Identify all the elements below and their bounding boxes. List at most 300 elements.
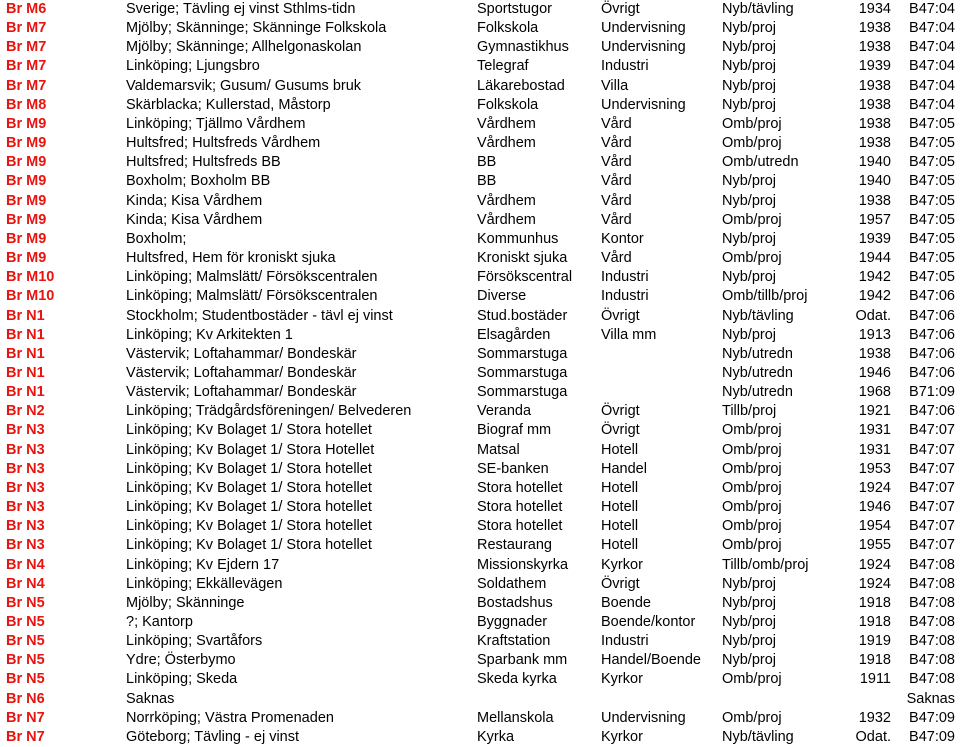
- cell-shelf-id: Br M9: [6, 211, 47, 228]
- cell-shelf-id: Br N3: [6, 479, 45, 496]
- table-row: [0, 153, 960, 172]
- cell-year: 1968: [858, 384, 891, 401]
- cell-year: 1913: [858, 326, 891, 343]
- cell-shelf-id: Br M9: [6, 173, 47, 190]
- cell-place-name: Hultsfred, Hem för kroniskt sjuka: [126, 250, 336, 267]
- cell-work-type: Omb/proj: [722, 135, 782, 152]
- cell-year: 1946: [858, 364, 891, 381]
- cell-category: Vård: [601, 250, 632, 267]
- cell-year: 1957: [858, 211, 891, 228]
- table-row: [0, 575, 960, 594]
- cell-year: 1954: [858, 518, 891, 535]
- cell-shelf-id: Br M7: [6, 77, 47, 94]
- cell-archive-ref: B47:07: [909, 441, 955, 458]
- cell-building-type: Läkarebostad: [477, 77, 565, 94]
- table-row: [0, 536, 960, 555]
- table-row: [0, 57, 960, 76]
- cell-archive-ref: B47:06: [909, 403, 955, 420]
- cell-year: 1939: [858, 230, 891, 247]
- cell-place-name: Linköping; Ekkällevägen: [126, 575, 283, 592]
- cell-category: Kyrkor: [601, 556, 643, 573]
- cell-place-name: Linköping; Skeda: [126, 671, 238, 688]
- cell-archive-ref: B47:04: [909, 1, 955, 17]
- cell-work-type: Omb/proj: [722, 537, 782, 554]
- cell-building-type: Diverse: [477, 288, 527, 305]
- cell-building-type: Sommarstuga: [477, 384, 568, 401]
- cell-year: 1938: [858, 77, 891, 94]
- cell-building-type: Sommarstuga: [477, 364, 568, 381]
- cell-category: Handel/Boende: [601, 652, 701, 669]
- table-row: [0, 594, 960, 613]
- cell-place-name: Linköping; Kv Bolaget 1/ Stora Hotellet: [126, 441, 375, 458]
- cell-building-type: Biograf mm: [477, 422, 552, 439]
- cell-building-type: Stora hotellet: [477, 479, 563, 496]
- cell-work-type: Omb/proj: [722, 250, 782, 267]
- cell-place-name: Norrköping; Västra Promenaden: [126, 709, 334, 726]
- table-row: [0, 517, 960, 536]
- cell-work-type: Omb/proj: [722, 518, 782, 535]
- cell-archive-ref: B47:05: [909, 115, 955, 132]
- cell-work-type: Nyb/proj: [722, 652, 776, 669]
- cell-year: 1918: [858, 652, 891, 669]
- cell-archive-ref: B47:04: [909, 96, 955, 113]
- cell-year: 1924: [858, 575, 891, 592]
- table-row: [0, 728, 960, 747]
- cell-work-type: Nyb/utredn: [722, 345, 793, 362]
- cell-archive-ref: B71:09: [909, 384, 955, 401]
- cell-category: Hotell: [601, 518, 639, 535]
- cell-work-type: Omb/proj: [722, 211, 782, 228]
- cell-place-name: Linköping; Kv Bolaget 1/ Stora hotellet: [126, 479, 372, 496]
- cell-work-type: Nyb/proj: [722, 173, 776, 190]
- cell-place-name: Kinda; Kisa Vårdhem: [126, 211, 263, 228]
- cell-place-name: Linköping; Kv Bolaget 1/ Stora hotellet: [126, 499, 372, 516]
- table-row: [0, 690, 960, 709]
- cell-shelf-id: Br N6: [6, 690, 45, 707]
- cell-year: Odat.: [855, 307, 891, 324]
- table-row: [0, 134, 960, 153]
- table-row: [0, 287, 960, 306]
- cell-category: Kontor: [601, 230, 644, 247]
- cell-work-type: Nyb/proj: [722, 39, 776, 56]
- cell-building-type: Folkskola: [477, 96, 539, 113]
- cell-year: 1921: [858, 403, 891, 420]
- cell-building-type: Sportstugor: [477, 1, 552, 17]
- cell-building-type: Elsagården: [477, 326, 551, 343]
- cell-shelf-id: Br M9: [6, 192, 47, 209]
- cell-category: Övrigt: [601, 422, 640, 439]
- cell-shelf-id: Br N1: [6, 345, 45, 362]
- cell-place-name: Linköping; Malmslätt/ Försökscentralen: [126, 288, 378, 305]
- cell-shelf-id: Br N1: [6, 384, 45, 401]
- cell-archive-ref: B47:07: [909, 422, 955, 439]
- cell-building-type: SE-banken: [477, 460, 549, 477]
- cell-year: 1931: [858, 441, 891, 458]
- cell-year: 1938: [858, 115, 891, 132]
- cell-year: 1924: [858, 556, 891, 573]
- cell-work-type: Nyb/tävling: [722, 307, 794, 324]
- cell-building-type: Matsal: [477, 441, 520, 458]
- cell-shelf-id: Br M9: [6, 115, 47, 132]
- cell-place-name: Mjölby; Skänninge; Allhelgonaskolan: [126, 39, 362, 56]
- cell-category: Övrigt: [601, 403, 640, 420]
- cell-category: Undervisning: [601, 709, 686, 726]
- cell-shelf-id: Br N1: [6, 326, 45, 343]
- cell-building-type: Folkskola: [477, 20, 539, 37]
- cell-work-type: Nyb/proj: [722, 326, 776, 343]
- cell-work-type: Tillb/omb/proj: [722, 556, 809, 573]
- cell-building-type: Gymnastikhus: [477, 39, 569, 56]
- cell-building-type: Kroniskt sjuka: [477, 250, 568, 267]
- cell-year: 1938: [858, 345, 891, 362]
- table-row: [0, 498, 960, 517]
- cell-shelf-id: Br N4: [6, 575, 45, 592]
- cell-archive-ref: B47:07: [909, 479, 955, 496]
- cell-archive-ref: B47:04: [909, 20, 955, 37]
- cell-place-name: Mjölby; Skänninge: [126, 594, 245, 611]
- cell-building-type: Missionskyrka: [477, 556, 569, 573]
- cell-archive-ref: B47:05: [909, 173, 955, 190]
- table-row: [0, 192, 960, 211]
- cell-shelf-id: Br N3: [6, 537, 45, 554]
- cell-category: Industri: [601, 633, 649, 650]
- cell-work-type: Nyb/proj: [722, 58, 776, 75]
- cell-category: Kyrkor: [601, 671, 643, 688]
- cell-shelf-id: Br M9: [6, 135, 47, 152]
- cell-place-name: ?; Kantorp: [126, 614, 193, 630]
- cell-year: 1940: [858, 173, 891, 190]
- cell-category: Industri: [601, 58, 649, 75]
- cell-work-type: Nyb/proj: [722, 614, 776, 630]
- cell-place-name: Linköping; Kv Bolaget 1/ Stora hotellet: [126, 422, 372, 439]
- cell-category: Kyrkor: [601, 728, 643, 745]
- cell-archive-ref: B47:05: [909, 250, 955, 267]
- cell-building-type: Vårdhem: [477, 211, 536, 228]
- cell-building-type: Skeda kyrka: [477, 671, 557, 688]
- cell-building-type: BB: [477, 154, 497, 171]
- cell-archive-ref: B47:08: [909, 671, 955, 688]
- cell-place-name: Stockholm; Studentbostäder - tävl ej vinst: [126, 307, 393, 324]
- cell-shelf-id: Br N7: [6, 728, 45, 745]
- table-row: [0, 96, 960, 115]
- cell-work-type: Nyb/utredn: [722, 384, 793, 401]
- cell-archive-ref: B47:05: [909, 230, 955, 247]
- cell-category: Handel: [601, 460, 647, 477]
- cell-year: 1940: [858, 154, 891, 171]
- cell-archive-ref: B47:08: [909, 614, 955, 630]
- cell-year: 1938: [858, 39, 891, 56]
- cell-shelf-id: Br M7: [6, 58, 47, 75]
- cell-category: Villa: [601, 77, 629, 94]
- cell-archive-ref: B47:04: [909, 58, 955, 75]
- cell-place-name: Sverige; Tävling ej vinst Sthlms-tidn: [126, 1, 356, 17]
- cell-shelf-id: Br M8: [6, 96, 47, 113]
- cell-shelf-id: Br N3: [6, 441, 45, 458]
- cell-shelf-id: Br N4: [6, 556, 45, 573]
- cell-shelf-id: Br N1: [6, 364, 45, 381]
- table-row: [0, 709, 960, 728]
- cell-place-name: Linköping; Kv Arkitekten 1: [126, 326, 293, 343]
- cell-year: 1946: [858, 499, 891, 516]
- cell-archive-ref: B47:06: [909, 364, 955, 381]
- cell-category: Vård: [601, 135, 632, 152]
- cell-building-type: Kraftstation: [477, 633, 551, 650]
- cell-work-type: Nyb/tävling: [722, 728, 794, 745]
- table-row: [0, 632, 960, 651]
- cell-work-type: Omb/proj: [722, 422, 782, 439]
- cell-category: Hotell: [601, 537, 639, 554]
- cell-shelf-id: Br N3: [6, 518, 45, 535]
- cell-shelf-id: Br M7: [6, 20, 47, 37]
- cell-category: Övrigt: [601, 307, 640, 324]
- cell-building-type: Vårdhem: [477, 135, 536, 152]
- cell-work-type: Omb/proj: [722, 441, 782, 458]
- cell-building-type: Restaurang: [477, 537, 552, 554]
- cell-shelf-id: Br M9: [6, 250, 47, 267]
- cell-place-name: Västervik; Loftahammar/ Bondeskär: [126, 384, 357, 401]
- cell-shelf-id: Br N3: [6, 422, 45, 439]
- cell-place-name: Linköping; Kv Ejdern 17: [126, 556, 280, 573]
- cell-work-type: Omb/proj: [722, 709, 782, 726]
- cell-archive-ref: B47:06: [909, 288, 955, 305]
- cell-building-type: Telegraf: [477, 58, 529, 75]
- cell-building-type: Soldathem: [477, 575, 547, 592]
- cell-building-type: Stora hotellet: [477, 499, 563, 516]
- cell-category: Boende: [601, 594, 651, 611]
- cell-year: 1938: [858, 135, 891, 152]
- cell-shelf-id: Br N5: [6, 671, 45, 688]
- cell-year: 1938: [858, 20, 891, 37]
- cell-work-type: Nyb/proj: [722, 269, 776, 286]
- cell-building-type: Sparbank mm: [477, 652, 568, 669]
- cell-category: Undervisning: [601, 39, 686, 56]
- cell-year: 1953: [858, 460, 891, 477]
- table-row: [0, 268, 960, 287]
- cell-archive-ref: B47:06: [909, 345, 955, 362]
- cell-place-name: Linköping; Tjällmo Vårdhem: [126, 115, 306, 132]
- cell-building-type: Byggnader: [477, 614, 548, 630]
- cell-year: 1942: [858, 288, 891, 305]
- cell-archive-ref: B47:08: [909, 652, 955, 669]
- cell-shelf-id: Br M10: [6, 269, 55, 286]
- cell-work-type: Nyb/proj: [722, 633, 776, 650]
- cell-place-name: Saknas: [126, 690, 175, 707]
- cell-archive-ref: B47:07: [909, 499, 955, 516]
- cell-archive-ref: B47:05: [909, 192, 955, 209]
- table-row: [0, 421, 960, 440]
- cell-year: 1938: [858, 192, 891, 209]
- cell-place-name: Västervik; Loftahammar/ Bondeskär: [126, 364, 357, 381]
- cell-shelf-id: Br N1: [6, 307, 45, 324]
- table-row: [0, 211, 960, 230]
- cell-work-type: Tillb/proj: [722, 403, 777, 420]
- table-row: [0, 479, 960, 498]
- cell-year: 1919: [858, 633, 891, 650]
- cell-place-name: Linköping; Kv Bolaget 1/ Stora hotellet: [126, 460, 372, 477]
- cell-shelf-id: Br N2: [6, 403, 45, 420]
- cell-building-type: Mellanskola: [477, 709, 554, 726]
- cell-archive-ref: B47:06: [909, 307, 955, 324]
- cell-archive-ref: B47:05: [909, 269, 955, 286]
- cell-year: 1911: [859, 671, 891, 688]
- cell-archive-ref: B47:05: [909, 135, 955, 152]
- cell-archive-ref: B47:07: [909, 537, 955, 554]
- cell-work-type: Nyb/proj: [722, 96, 776, 113]
- cell-year: 1934: [858, 1, 891, 17]
- cell-category: Undervisning: [601, 96, 686, 113]
- cell-year: 1918: [858, 594, 891, 611]
- cell-building-type: Bostadshus: [477, 594, 553, 611]
- cell-archive-ref: B47:06: [909, 326, 955, 343]
- cell-year: Odat.: [855, 728, 891, 745]
- cell-category: Vård: [601, 173, 632, 190]
- cell-building-type: Stud.bostäder: [477, 307, 568, 324]
- cell-year: 1932: [858, 709, 891, 726]
- cell-building-type: Vårdhem: [477, 192, 536, 209]
- table-row: [0, 19, 960, 38]
- cell-category: Villa mm: [601, 326, 657, 343]
- table-row: [0, 651, 960, 670]
- cell-place-name: Göteborg; Tävling - ej vinst: [126, 728, 300, 745]
- cell-work-type: Nyb/proj: [722, 77, 776, 94]
- cell-work-type: Omb/proj: [722, 499, 782, 516]
- cell-category: Undervisning: [601, 20, 686, 37]
- cell-archive-ref: B47:05: [909, 154, 955, 171]
- table-row: [0, 383, 960, 402]
- cell-work-type: Nyb/proj: [722, 575, 776, 592]
- cell-archive-ref: B47:07: [909, 518, 955, 535]
- cell-work-type: Nyb/proj: [722, 192, 776, 209]
- cell-year: 1944: [858, 250, 891, 267]
- table-row: [0, 172, 960, 191]
- cell-building-type: Stora hotellet: [477, 518, 563, 535]
- cell-place-name: Linköping; Ljungsbro: [126, 58, 260, 75]
- cell-shelf-id: Br M9: [6, 154, 47, 171]
- cell-year: 1955: [858, 537, 891, 554]
- table-row: [0, 0, 960, 19]
- cell-building-type: Kommunhus: [477, 230, 559, 247]
- cell-archive-ref: B47:04: [909, 77, 955, 94]
- cell-year: 1931: [858, 422, 891, 439]
- cell-shelf-id: Br N7: [6, 709, 45, 726]
- cell-category: Vård: [601, 154, 632, 171]
- cell-work-type: Omb/proj: [722, 671, 782, 688]
- table-row: [0, 230, 960, 249]
- cell-archive-ref: B47:07: [909, 460, 955, 477]
- cell-year: 1942: [858, 269, 891, 286]
- cell-place-name: Valdemarsvik; Gusum/ Gusums bruk: [126, 77, 362, 94]
- table-row: [0, 345, 960, 364]
- table-row: [0, 364, 960, 383]
- cell-archive-ref: B47:08: [909, 556, 955, 573]
- cell-archive-ref: B47:08: [909, 575, 955, 592]
- cell-shelf-id: Br M6: [6, 1, 47, 17]
- cell-category: Boende/kontor: [601, 614, 696, 630]
- cell-building-type: Vårdhem: [477, 115, 536, 132]
- cell-year: 1939: [858, 58, 891, 75]
- table-row: [0, 326, 960, 345]
- cell-work-type: Nyb/tävling: [722, 1, 794, 17]
- cell-year: 1918: [858, 614, 891, 630]
- cell-category: Hotell: [601, 479, 639, 496]
- cell-shelf-id: Br M9: [6, 230, 47, 247]
- cell-place-name: Linköping; Trädgårdsföreningen/ Belvederen: [126, 403, 412, 420]
- cell-work-type: Nyb/proj: [722, 20, 776, 37]
- table-row: [0, 402, 960, 421]
- cell-building-type: Kyrka: [477, 728, 515, 745]
- cell-work-type: Nyb/utredn: [722, 364, 793, 381]
- cell-shelf-id: Br M7: [6, 39, 47, 56]
- table-row: [0, 115, 960, 134]
- table-row: [0, 670, 960, 689]
- cell-category: Vård: [601, 211, 632, 228]
- cell-category: Hotell: [601, 441, 639, 458]
- cell-shelf-id: Br N5: [6, 594, 45, 611]
- table-row: [0, 307, 960, 326]
- cell-place-name: Linköping; Kv Bolaget 1/ Stora hotellet: [126, 537, 372, 554]
- cell-category: Industri: [601, 269, 649, 286]
- cell-place-name: Ydre; Österbymo: [126, 652, 236, 669]
- cell-work-type: Omb/proj: [722, 460, 782, 477]
- cell-work-type: Omb/utredn: [722, 154, 799, 171]
- cell-category: Industri: [601, 288, 649, 305]
- cell-archive-ref: Saknas: [906, 690, 955, 707]
- cell-shelf-id: Br N5: [6, 633, 45, 650]
- cell-building-type: BB: [477, 173, 497, 190]
- cell-category: Övrigt: [601, 575, 640, 592]
- cell-work-type: Nyb/proj: [722, 594, 776, 611]
- cell-place-name: Skärblacka; Kullerstad, Måstorp: [126, 96, 331, 113]
- cell-archive-ref: B47:04: [909, 39, 955, 56]
- cell-archive-ref: B47:09: [909, 709, 955, 726]
- cell-category: Vård: [601, 192, 632, 209]
- cell-place-name: Linköping; Kv Bolaget 1/ Stora hotellet: [126, 518, 372, 535]
- cell-archive-ref: B47:08: [909, 633, 955, 650]
- cell-archive-ref: B47:09: [909, 728, 955, 745]
- cell-archive-ref: B47:05: [909, 211, 955, 228]
- cell-place-name: Mjölby; Skänninge; Skänninge Folkskola: [126, 20, 387, 37]
- table-row: [0, 460, 960, 479]
- cell-building-type: Sommarstuga: [477, 345, 568, 362]
- cell-place-name: Linköping; Malmslätt/ Försökscentralen: [126, 269, 378, 286]
- cell-year: 1938: [858, 96, 891, 113]
- cell-archive-ref: B47:08: [909, 594, 955, 611]
- cell-work-type: Omb/proj: [722, 479, 782, 496]
- cell-shelf-id: Br M10: [6, 288, 55, 305]
- cell-category: Hotell: [601, 499, 639, 516]
- cell-category: Vård: [601, 115, 632, 132]
- cell-shelf-id: Br N3: [6, 460, 45, 477]
- cell-place-name: Västervik; Loftahammar/ Bondeskär: [126, 345, 357, 362]
- cell-place-name: Kinda; Kisa Vårdhem: [126, 192, 263, 209]
- cell-category: Övrigt: [601, 1, 640, 17]
- cell-place-name: Hultsfred; Hultsfreds BB: [126, 154, 281, 171]
- cell-place-name: Hultsfred; Hultsfreds Vårdhem: [126, 135, 321, 152]
- table-row: [0, 38, 960, 57]
- table-row: [0, 249, 960, 268]
- cell-work-type: Omb/proj: [722, 115, 782, 132]
- cell-year: 1924: [858, 479, 891, 496]
- cell-shelf-id: Br N3: [6, 499, 45, 516]
- cell-building-type: Försökscentral: [477, 269, 573, 286]
- cell-shelf-id: Br N5: [6, 652, 45, 669]
- cell-shelf-id: Br N5: [6, 614, 45, 630]
- table-row: [0, 77, 960, 96]
- cell-place-name: Boxholm; Boxholm BB: [126, 173, 271, 190]
- cell-place-name: Linköping; Svartåfors: [126, 633, 263, 650]
- cell-place-name: Boxholm;: [126, 230, 187, 247]
- table-row: [0, 613, 960, 632]
